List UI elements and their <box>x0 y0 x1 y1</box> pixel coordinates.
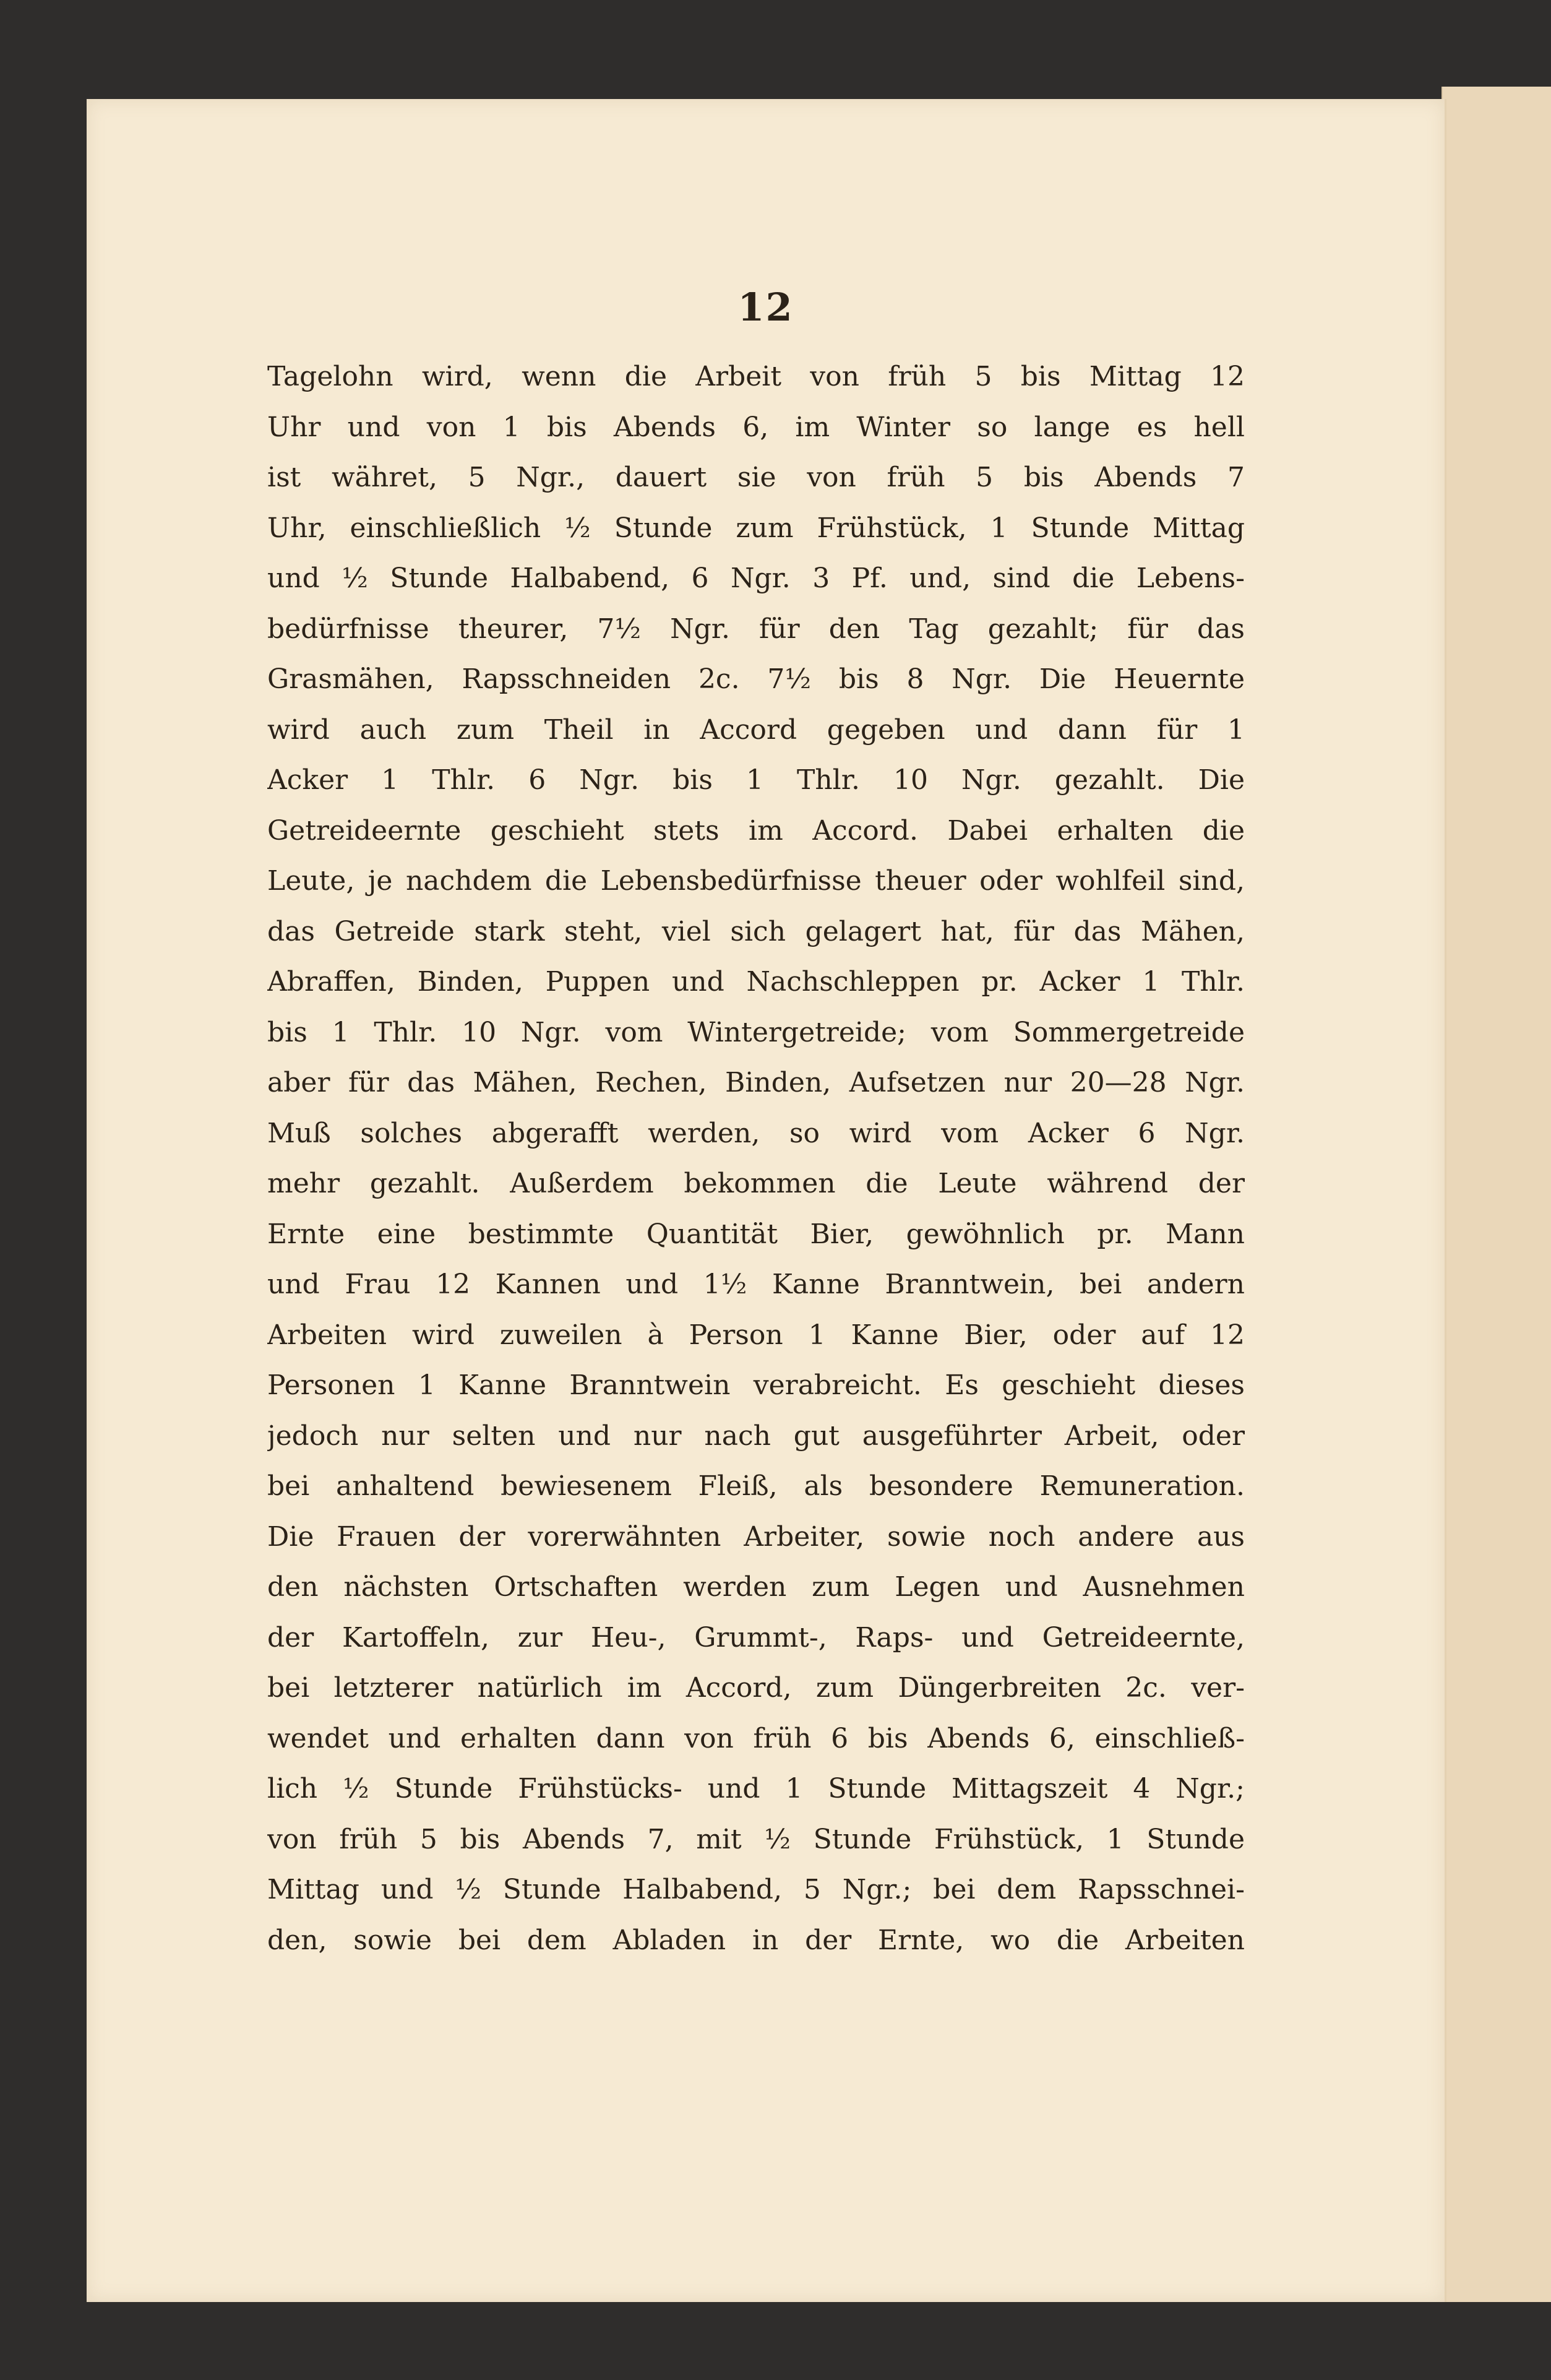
facing-page-edge <box>1441 87 1551 2302</box>
page-number: 12 <box>737 285 794 330</box>
text-line: von früh 5 bis Abends 7, mit ½ Stunde Frühstück, 1 Stunde <box>267 1823 1245 1855</box>
text-line: Ernte eine bestimmte Quantität Bier, gewöhnlich pr. Mann <box>267 1218 1245 1250</box>
text-line: Grasmähen, Rapsschneiden 2c. 7½ bis 8 Ngr. Die Heuernte <box>267 663 1245 695</box>
text-line: den, sowie bei dem Abladen in der Ernte, wo die Arbeiten <box>267 1924 1245 1956</box>
text-line: Arbeiten wird zuweilen à Person 1 Kanne Bier, oder auf 12 <box>267 1319 1245 1351</box>
text-line: Acker 1 Thlr. 6 Ngr. bis 1 Thlr. 10 Ngr. gezahlt. Die <box>267 764 1245 796</box>
text-line: das Getreide stark steht, viel sich gelagert hat, für das Mähen, <box>267 915 1245 947</box>
text-line: Personen 1 Kanne Branntwein verabreicht. Es geschieht dieses <box>267 1369 1245 1401</box>
text-line: Mittag und ½ Stunde Halbabend, 5 Ngr.; bei dem Rapsschnei- <box>267 1874 1245 1905</box>
text-line: Die Frauen der vorerwähnten Arbeiter, sowie noch andere aus <box>267 1520 1245 1553</box>
text-line: wird auch zum Theil in Accord gegeben und dann für 1 <box>267 714 1245 746</box>
text-line: bei anhaltend bewiesenem Fleiß, als besondere Remuneration. <box>267 1470 1245 1502</box>
body-text <box>267 351 1245 1965</box>
text-line: bedürfnisse theurer, 7½ Ngr. für den Tag gezahlt; für das <box>267 613 1245 645</box>
text-line: Abraffen, Binden, Puppen und Nachschleppen pr. Acker 1 Thlr. <box>267 966 1245 998</box>
text-line: mehr gezahlt. Außerdem bekommen die Leute während der <box>267 1168 1245 1199</box>
text-line: Tagelohn wird, wenn die Arbeit von früh 5 bis Mittag 12 <box>267 361 1245 392</box>
text-line: Uhr, einschließlich ½ Stunde zum Frühstück, 1 Stunde Mittag <box>267 512 1245 544</box>
text-line: bei letzterer natürlich im Accord, zum Düngerbreiten 2c. ver- <box>267 1672 1245 1704</box>
text-line: wendet und erhalten dann von früh 6 bis Abends 6, einschließ- <box>267 1722 1245 1754</box>
text-line: Getreideernte geschieht stets im Accord. Dabei erhalten die <box>267 814 1245 847</box>
text-line: und Frau 12 Kannen und 1½ Kanne Branntwein, bei andern <box>267 1269 1245 1300</box>
text-line: den nächsten Ortschaften werden zum Legen und Ausnehmen <box>267 1571 1245 1603</box>
text-line: Leute, je nachdem die Lebensbedürfnisse theuer oder wohlfeil sind, <box>267 865 1245 897</box>
text-line: ist währet, 5 Ngr., dauert sie von früh 5 bis Abends 7 <box>267 462 1245 493</box>
text-line: lich ½ Stunde Frühstücks- und 1 Stunde Mittagszeit 4 Ngr.; <box>267 1773 1245 1804</box>
text-line: Uhr und von 1 bis Abends 6, im Winter so lange es hell <box>267 411 1245 443</box>
text-line: der Kartoffeln, zur Heu-, Grummt-, Raps- und Getreideernte, <box>267 1621 1245 1653</box>
text-line: Muß solches abgerafft werden, so wird vom Acker 6 Ngr. <box>267 1117 1245 1149</box>
text-line: aber für das Mähen, Rechen, Binden, Aufsetzen nur 20—28 Ngr. <box>267 1067 1245 1098</box>
text-line: und ½ Stunde Halbabend, 6 Ngr. 3 Pf. und, sind die Lebens- <box>267 563 1245 594</box>
text-line: bis 1 Thlr. 10 Ngr. vom Wintergetreide; vom Sommergetreide <box>267 1016 1245 1048</box>
text-line: jedoch nur selten und nur nach gut ausgeführter Arbeit, oder <box>267 1420 1245 1452</box>
